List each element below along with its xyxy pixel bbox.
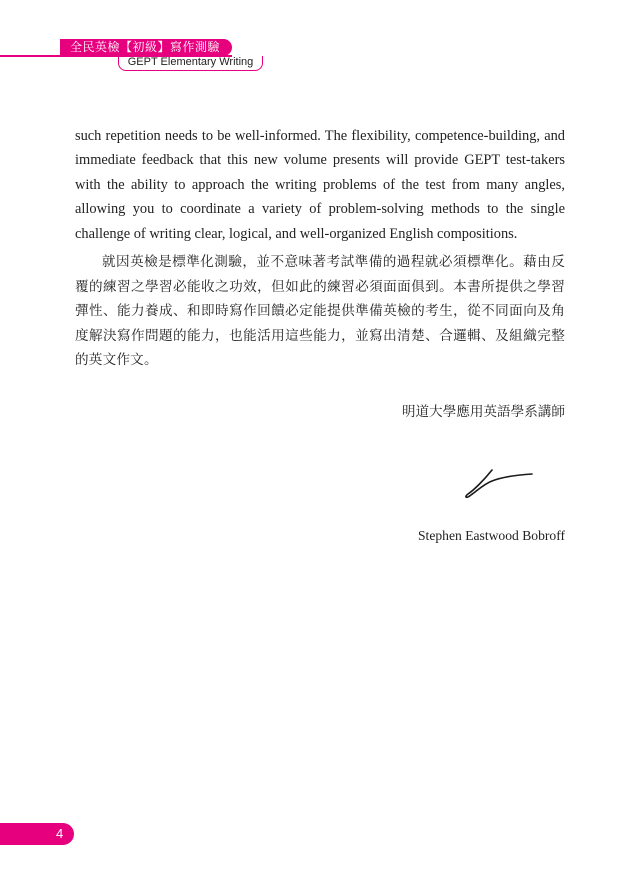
handwritten-signature: [462, 466, 534, 502]
english-paragraph: such repetition needs to be well-informed. The flexibility, competence-building, and immediate feedback that this new volume presents will provide GEPT test-takers with the ability to approach the writing problems of the test from many angles, allowing you to coordinate a variety of problem-solving methods to the single challenge of writing clear, logical, and well-organized English compositions.: [75, 128, 565, 242]
header-title: 全民英檢【初級】寫作測驗: [60, 39, 232, 56]
chinese-paragraph: 就因英檢是標準化測驗，並不意味著考試準備的過程就必須標準化。藉由反覆的練習之學習必能收之功效，但如此的練習必須面面俱到。本書所提供之學習彈性、能力養成、和即時寫作回饋必定能提供準備英檢的考生，從不同面向及角度解決寫作問題的能力，也能活用這些能力，並寫出清楚、合邏輯、及組織完整的英文作文。: [75, 254, 565, 368]
signer-affiliation: 明道大學應用英語學系講師: [401, 404, 565, 420]
header-subtitle: GEPT Elementary Writing: [118, 56, 263, 71]
page-number-tab: [0, 823, 74, 845]
signer-name: Stephen Eastwood Bobroff: [418, 528, 565, 543]
page-number: 4: [56, 826, 64, 841]
